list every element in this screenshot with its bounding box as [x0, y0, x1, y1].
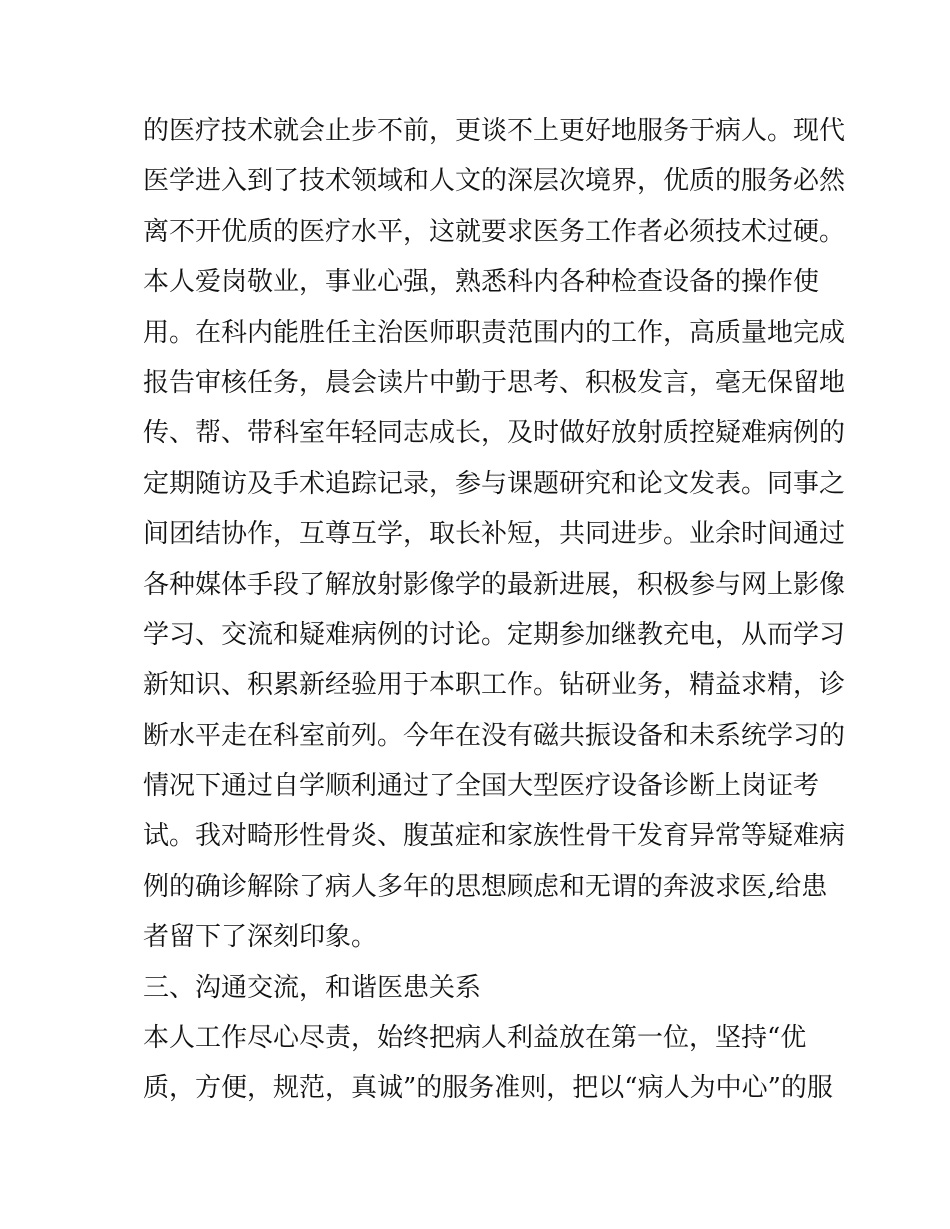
text-line: 用。在科内能胜任主治医师职责范围内的工作，高质量地完成 — [143, 317, 846, 348]
text-line: 传、帮、带科室年轻同志成长，及时做好放射质控疑难病例的 — [143, 418, 846, 449]
text-line: 离不开优质的医疗水平，这就要求医务工作者必须技术过硬。 — [143, 216, 846, 247]
text-line: 本人工作尽心尽责，始终把病人利益放在第一位，坚持“优 — [143, 1023, 807, 1054]
text-line: 新知识、积累新经验用于本职工作。钻研业务，精益求精，诊 — [143, 670, 846, 701]
text-line: 试。我对畸形性骨炎、腹茧症和家族性骨干发育异常等疑难病 — [143, 821, 846, 852]
text-line: 各种媒体手段了解放射影像学的最新进展，积极参与网上影像 — [143, 569, 846, 600]
section-heading: 三、沟通交流，和谐医患关系 — [143, 972, 482, 1003]
text-line: 情况下通过自学顺利通过了全国大型医疗设备诊断上岗证考 — [143, 771, 820, 802]
text-line: 例的确诊解除了病人多年的思想顾虑和无谓的奔波求医,给患 — [143, 871, 828, 902]
text-line: 医学进入到了技术领域和人文的深层次境界，优质的服务必然 — [143, 166, 846, 197]
text-line: 的医疗技术就会止步不前，更谈不上更好地服务于病人。现代 — [143, 116, 846, 146]
text-line: 本人爱岗敬业，事业心强，熟悉科内各种检查设备的操作使 — [143, 267, 820, 298]
text-line: 质，方便，规范，真诚”的服务准则，把以“病人为中心”的服 — [143, 1073, 833, 1104]
text-line: 定期随访及手术追踪记录，参与课题研究和论文发表。同事之 — [143, 468, 846, 499]
text-line: 断水平走在科室前列。今年在没有磁共振设备和未系统学习的 — [143, 720, 846, 751]
text-line: 学习、交流和疑难病例的讨论。定期参加继教充电，从而学习 — [143, 619, 846, 650]
text-line: 报告审核任务，晨会读片中勤于思考、积极发言，毫无保留地 — [143, 367, 846, 398]
text-line: 间团结协作，互尊互学，取长补短，共同进步。业余时间通过 — [143, 519, 846, 550]
text-line: 者留下了深刻印象。 — [143, 922, 378, 953]
body-text — [143, 106, 846, 1114]
